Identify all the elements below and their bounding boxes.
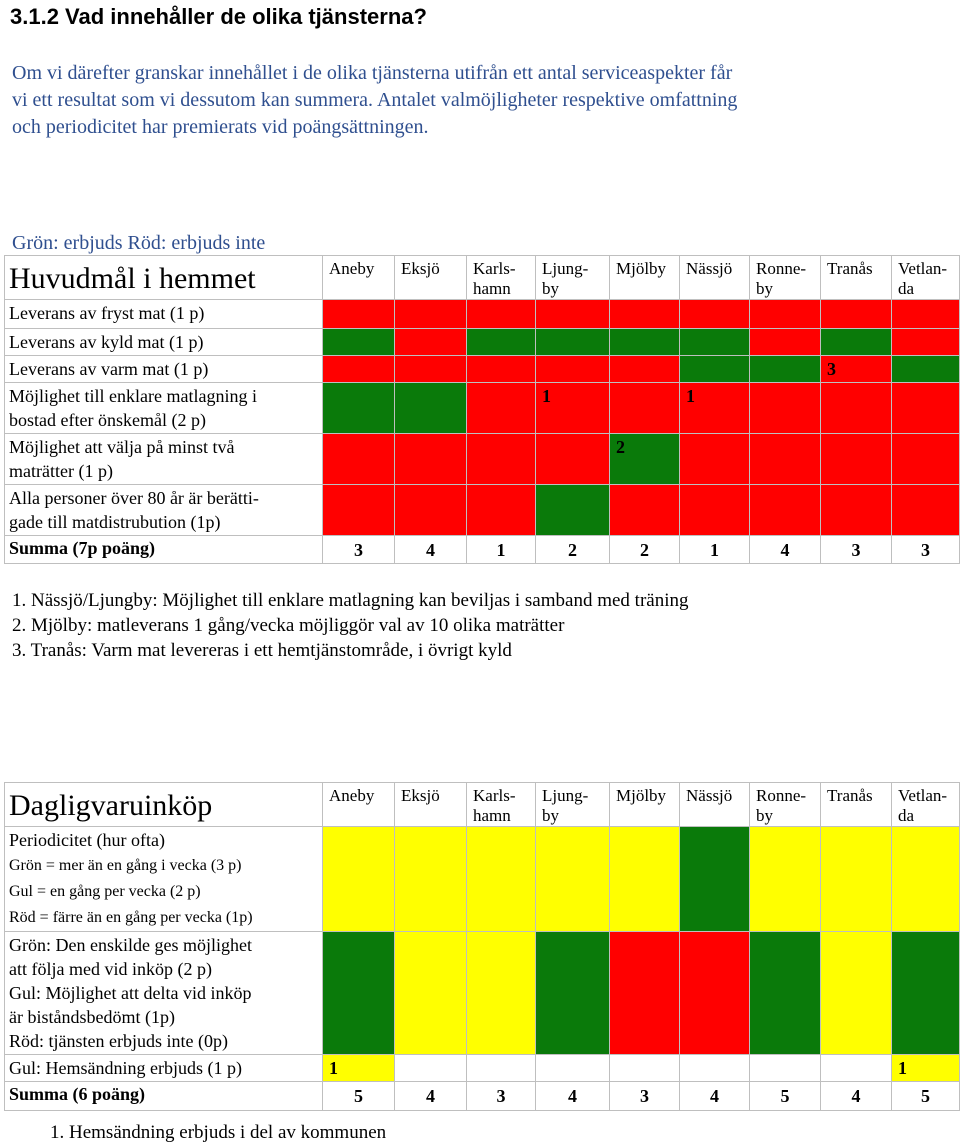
column-header-line: Vetlan- — [898, 259, 948, 278]
column-header-line: by — [756, 279, 773, 298]
column-header-line: Vetlan- — [898, 786, 948, 805]
status-cell — [467, 932, 536, 1055]
table-row — [5, 485, 960, 536]
column-header-line: Karls- — [473, 786, 516, 805]
column-header-line: Nässjö — [686, 786, 733, 805]
sum-value: 3 — [467, 1082, 536, 1111]
row-label-line: gade till matdistrubution (1p) — [9, 512, 221, 532]
row-label-line: Röd: tjänsten erbjuds inte (0p) — [9, 1031, 228, 1051]
status-cell — [395, 329, 467, 356]
color-legend: Grön: erbjuds Röd: erbjuds inte — [12, 232, 266, 254]
status-cell — [323, 827, 395, 932]
intro-line: Om vi därefter granskar innehållet i de olika tjänsterna utifrån ett antal serviceaspekter får — [12, 62, 733, 84]
column-header-line: hamn — [473, 806, 511, 825]
column-header-ljung — [536, 783, 610, 827]
status-cell — [821, 932, 892, 1055]
status-cell — [395, 300, 467, 329]
column-header-line: Karls- — [473, 259, 516, 278]
status-cell — [750, 1055, 821, 1082]
status-cell — [323, 1055, 395, 1082]
row-label-line: Leverans av fryst mat (1 p) — [9, 303, 205, 323]
column-header-line: Eksjö — [401, 259, 440, 278]
row-label-line: Leverans av kyld mat (1 p) — [9, 332, 204, 352]
column-header-karls — [467, 256, 536, 300]
status-cell — [536, 434, 610, 485]
status-cell — [821, 383, 892, 434]
status-cell — [750, 356, 821, 383]
status-cell — [467, 485, 536, 536]
column-header-karls — [467, 783, 536, 827]
cell-mark: 1 — [686, 386, 695, 406]
status-cell — [323, 932, 395, 1055]
table-row — [5, 356, 960, 383]
status-cell — [395, 434, 467, 485]
main-meal-table — [4, 255, 960, 564]
status-cell — [467, 827, 536, 932]
column-header-aneby — [323, 256, 395, 300]
column-header-vetlan — [892, 783, 960, 827]
row-label-line: Alla personer över 80 år är berätti- — [9, 488, 259, 508]
row-label-line: Leverans av varm mat (1 p) — [9, 359, 209, 379]
status-cell — [680, 300, 750, 329]
status-cell — [610, 300, 680, 329]
column-header-line: da — [898, 806, 915, 825]
status-cell — [536, 932, 610, 1055]
column-header-line: Ronne- — [756, 786, 807, 805]
status-cell — [395, 1055, 467, 1082]
status-cell — [610, 329, 680, 356]
column-header-aneby — [323, 783, 395, 827]
row-label-line: maträtter (1 p) — [9, 461, 113, 481]
table2-footnote: 1. Hemsändning erbjuds i del av kommunen — [50, 1122, 387, 1143]
status-cell — [610, 932, 680, 1055]
status-cell — [395, 827, 467, 932]
status-cell — [750, 827, 821, 932]
status-cell — [467, 329, 536, 356]
table-title: Dagligvaruinköp — [5, 783, 323, 827]
sum-row — [5, 536, 960, 564]
column-header-nässjö — [680, 256, 750, 300]
cell-mark: 2 — [616, 437, 625, 457]
column-header-line: Tranås — [827, 259, 873, 278]
status-cell — [610, 383, 680, 434]
status-cell — [680, 932, 750, 1055]
column-header-line: hamn — [473, 279, 511, 298]
status-cell — [323, 300, 395, 329]
status-cell — [536, 1055, 610, 1082]
column-header-line: Aneby — [329, 786, 375, 805]
column-header-mjölby — [610, 783, 680, 827]
status-cell — [536, 827, 610, 932]
status-cell — [821, 485, 892, 536]
sum-value: 3 — [892, 536, 960, 564]
row-label-line: Grön: Den enskilde ges möjlighet — [9, 935, 252, 955]
status-cell — [680, 383, 750, 434]
column-header-line: Ljung- — [542, 786, 589, 805]
status-cell — [395, 485, 467, 536]
status-cell — [536, 300, 610, 329]
cell-mark: 1 — [898, 1058, 907, 1078]
status-cell — [892, 827, 960, 932]
status-cell — [680, 827, 750, 932]
status-cell — [821, 329, 892, 356]
column-header-ljung — [536, 256, 610, 300]
status-cell — [395, 356, 467, 383]
status-cell — [750, 434, 821, 485]
sum-label: Summa (6 poäng) — [5, 1082, 323, 1111]
footnote: 3. Tranås: Varm mat levereras i ett hemtjänstområde, i övrigt kyld — [12, 640, 512, 661]
row-label-line: Röd = färre än en gång per vecka (1p) — [9, 909, 253, 926]
row-label-line: är biståndsbedömt (1p) — [9, 1007, 175, 1027]
column-header-line: Ljung- — [542, 259, 589, 278]
table-row — [5, 383, 960, 434]
table-title: Huvudmål i hemmet — [5, 256, 323, 300]
sum-value: 4 — [750, 536, 821, 564]
row-label — [5, 485, 323, 536]
column-header-ronne — [750, 256, 821, 300]
status-cell — [610, 434, 680, 485]
row-label-line: att följa med vid inköp (2 p) — [9, 959, 212, 979]
row-label — [5, 827, 323, 932]
status-cell — [892, 383, 960, 434]
intro-paragraph — [12, 60, 912, 141]
column-header-line: by — [542, 806, 559, 825]
column-header-tranås — [821, 256, 892, 300]
status-cell — [892, 300, 960, 329]
column-header-eksjö — [395, 783, 467, 827]
status-cell — [323, 329, 395, 356]
status-cell — [680, 485, 750, 536]
row-label — [5, 932, 323, 1055]
column-header-line: by — [756, 806, 773, 825]
header-row — [5, 783, 960, 827]
cell-mark: 1 — [329, 1058, 338, 1078]
sum-value: 4 — [680, 1082, 750, 1111]
sum-value: 2 — [610, 536, 680, 564]
sum-value: 1 — [680, 536, 750, 564]
sum-value: 5 — [892, 1082, 960, 1111]
sum-row — [5, 1082, 960, 1111]
status-cell — [323, 434, 395, 485]
column-header-line: da — [898, 279, 915, 298]
status-cell — [610, 1055, 680, 1082]
status-cell — [750, 485, 821, 536]
column-header-line: Ronne- — [756, 259, 807, 278]
column-header-line: Tranås — [827, 786, 873, 805]
section-heading: 3.1.2 Vad innehåller de olika tjänsterna? — [10, 4, 427, 29]
table-row — [5, 827, 960, 932]
status-cell — [395, 932, 467, 1055]
status-cell — [680, 434, 750, 485]
status-cell — [610, 827, 680, 932]
row-label — [5, 300, 323, 329]
status-cell — [821, 356, 892, 383]
table1-footnotes — [12, 588, 689, 663]
column-header-line: by — [542, 279, 559, 298]
row-label-line: Gul = en gång per vecka (2 p) — [9, 883, 201, 900]
status-cell — [892, 434, 960, 485]
status-cell — [892, 356, 960, 383]
status-cell — [892, 329, 960, 356]
column-header-line: Mjölby — [616, 786, 667, 805]
status-cell — [323, 356, 395, 383]
column-header-vetlan — [892, 256, 960, 300]
intro-line: vi ett resultat som vi dessutom kan summera. Antalet valmöjligheter respektive omfattning — [12, 89, 738, 111]
table-row — [5, 1055, 960, 1082]
status-cell — [536, 383, 610, 434]
row-label-line: bostad efter önskemål (2 p) — [9, 410, 206, 430]
status-cell — [467, 383, 536, 434]
status-cell — [821, 1055, 892, 1082]
status-cell — [892, 1055, 960, 1082]
status-cell — [467, 1055, 536, 1082]
status-cell — [750, 932, 821, 1055]
row-label-line: Möjlighet att välja på minst två — [9, 437, 235, 457]
sum-value: 3 — [821, 536, 892, 564]
status-cell — [750, 383, 821, 434]
sum-label: Summa (7p poäng) — [5, 536, 323, 564]
row-label — [5, 1055, 323, 1082]
column-header-line: Eksjö — [401, 786, 440, 805]
status-cell — [536, 485, 610, 536]
column-header-tranås — [821, 783, 892, 827]
table-row — [5, 932, 960, 1055]
status-cell — [821, 300, 892, 329]
status-cell — [467, 356, 536, 383]
column-header-mjölby — [610, 256, 680, 300]
status-cell — [750, 300, 821, 329]
sum-value: 4 — [395, 536, 467, 564]
status-cell — [610, 485, 680, 536]
column-header-nässjö — [680, 783, 750, 827]
row-label-line: Gul: Möjlighet att delta vid inköp — [9, 983, 252, 1003]
row-label-line: Möjlighet till enklare matlagning i — [9, 386, 257, 406]
status-cell — [680, 329, 750, 356]
sum-value: 4 — [536, 1082, 610, 1111]
column-header-line: Nässjö — [686, 259, 733, 278]
sum-value: 1 — [467, 536, 536, 564]
sum-value: 5 — [750, 1082, 821, 1111]
status-cell — [323, 485, 395, 536]
row-label-line: Gul: Hemsändning erbjuds (1 p) — [9, 1058, 242, 1078]
intro-line: och periodicitet har premierats vid poängsättningen. — [12, 116, 429, 138]
table-row — [5, 300, 960, 329]
status-cell — [892, 932, 960, 1055]
status-cell — [680, 1055, 750, 1082]
status-cell — [536, 329, 610, 356]
footnote: 2. Mjölby: matleverans 1 gång/vecka möjliggör val av 10 olika maträtter — [12, 615, 565, 636]
row-label — [5, 356, 323, 383]
grocery-table — [4, 782, 960, 1111]
row-label — [5, 434, 323, 485]
row-label-line: Grön = mer än en gång i vecka (3 p) — [9, 857, 242, 874]
column-header-eksjö — [395, 256, 467, 300]
status-cell — [467, 300, 536, 329]
status-cell — [536, 356, 610, 383]
status-cell — [892, 485, 960, 536]
table-row — [5, 329, 960, 356]
cell-mark: 3 — [827, 359, 836, 379]
status-cell — [323, 383, 395, 434]
footnote: 1. Nässjö/Ljungby: Möjlighet till enklare matlagning kan beviljas i samband med träning — [12, 590, 689, 611]
status-cell — [467, 434, 536, 485]
column-header-line: Aneby — [329, 259, 375, 278]
status-cell — [680, 356, 750, 383]
status-cell — [395, 383, 467, 434]
sum-value: 3 — [323, 536, 395, 564]
status-cell — [610, 356, 680, 383]
table-row — [5, 434, 960, 485]
status-cell — [821, 827, 892, 932]
sum-value: 2 — [536, 536, 610, 564]
row-label — [5, 383, 323, 434]
status-cell — [750, 329, 821, 356]
sum-value: 4 — [395, 1082, 467, 1111]
sum-value: 5 — [323, 1082, 395, 1111]
sum-value: 3 — [610, 1082, 680, 1111]
sum-value: 4 — [821, 1082, 892, 1111]
column-header-line: Mjölby — [616, 259, 667, 278]
cell-mark: 1 — [542, 386, 551, 406]
header-row — [5, 256, 960, 300]
row-label — [5, 329, 323, 356]
status-cell — [821, 434, 892, 485]
row-label-line: Periodicitet (hur ofta) — [9, 830, 165, 850]
column-header-ronne — [750, 783, 821, 827]
